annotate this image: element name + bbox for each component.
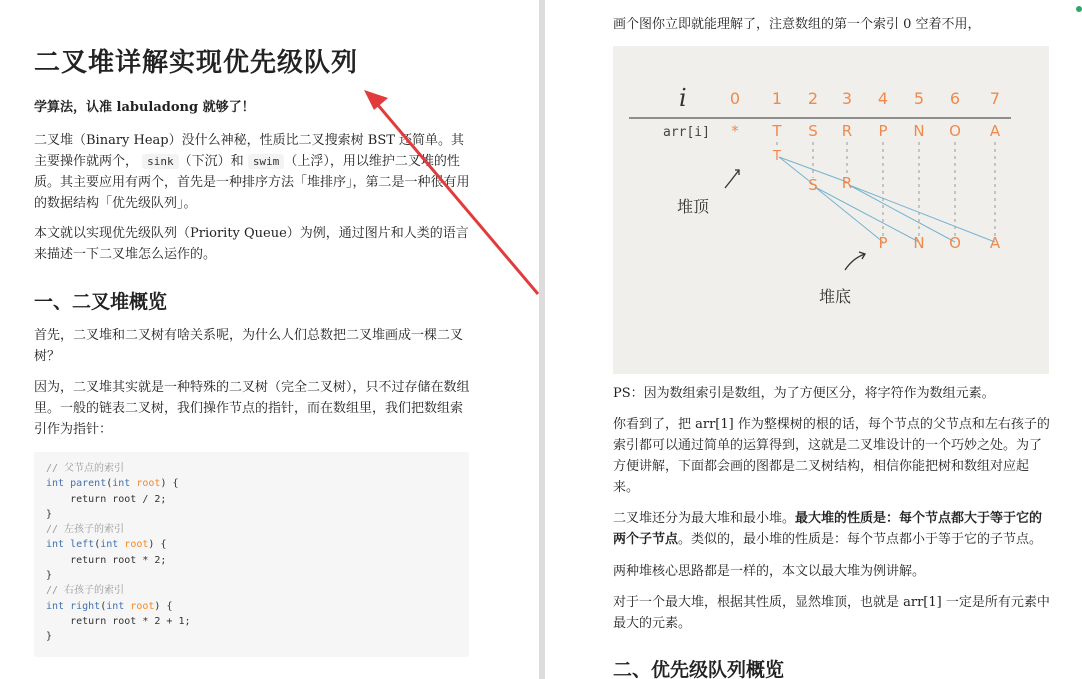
tree-node-6: O xyxy=(949,234,961,252)
paragraph-array-index: 因为，二叉堆其实就是一种特殊的二叉树（完全二叉树），只不过存储在数组里。一般的链表二叉树，我们操作节点的指针，而在数组里，我们把数组索引作为指针： xyxy=(34,380,470,437)
code-block: // 父节点的索引 int parent(int root) { return root / 2; } // 左孩子的索引 int left(int root) { return root * 2; } // 右孩子的索引 int right(int root) { return root * 2 + 1; } xyxy=(34,452,469,657)
article-title: 二叉堆详解实现优先级队列 xyxy=(34,48,359,78)
index-2: 2 xyxy=(807,89,819,108)
tree-node-5: N xyxy=(913,234,925,252)
left-page xyxy=(0,0,539,679)
annotation-arrow xyxy=(360,88,539,298)
array-label: arr[i] xyxy=(663,125,710,140)
tagline: 学算法，认准 labuladong 就够了！ xyxy=(34,100,255,115)
index-1: 1 xyxy=(771,89,783,108)
tree-node-2: S xyxy=(808,176,818,194)
index-6: 6 xyxy=(949,89,961,108)
paragraph-arr1-root: 你看到了，把 arr[1] 作为整棵树的根的话，每个节点的父节点和左右孩子的索引都可以通过简单的运算得到，这就是二叉堆设计的一个巧妙之处。为了方便讲解，下面都会画的图都是二叉树结构，相信你能把树和数组对应起来。 xyxy=(613,417,1050,495)
paragraph-core-idea: 两种堆核心思路都是一样的，本文以最大堆为例讲解。 xyxy=(613,564,926,579)
right-page xyxy=(545,0,1082,679)
max-heap-property: 最大堆的性质是：每个节点都大于等于它的两个子节点 xyxy=(613,511,1043,547)
array-value-2: S xyxy=(808,122,818,140)
index-3: 3 xyxy=(841,89,853,108)
array-value-0: * xyxy=(731,122,739,140)
paragraph-heap-tree: 首先，二叉堆和二叉树有啥关系呢，为什么人们总数把二叉堆画成一棵二叉树？ xyxy=(34,328,464,364)
heap-bottom-note: 堆底 xyxy=(819,287,852,306)
tree-node-7: A xyxy=(989,234,1001,252)
ps-note: PS：因为数组索引是数组，为了方便区分，将字符作为数组元素。 xyxy=(613,386,995,401)
paragraph-figure-intro: 画个图你立即就能理解了，注意数组的第一个索引 0 空着不用， xyxy=(613,17,981,32)
array-value-6: O xyxy=(949,122,961,140)
heap-array-figure xyxy=(613,46,1049,374)
tree-node-4: P xyxy=(878,234,888,252)
paragraph-priority-queue: 本文就以实现优先级队列（Priority Queue）为例，通过图片和人类的语言来描述一下二叉堆怎么运作的。 xyxy=(34,226,469,262)
swim-code: swim xyxy=(248,154,285,169)
section-heading-2: 二、优先级队列概览 xyxy=(613,659,785,679)
index-5: 5 xyxy=(913,89,925,108)
array-value-3: R xyxy=(841,122,853,140)
heap-top-note: 堆顶 xyxy=(677,197,710,216)
index-0: 0 xyxy=(729,89,741,108)
array-value-4: P xyxy=(878,122,888,140)
index-4: 4 xyxy=(877,89,889,108)
section-heading-1: 一、二叉堆概览 xyxy=(34,291,168,313)
index-7: 7 xyxy=(989,89,1001,108)
array-value-1: T xyxy=(772,122,782,140)
status-dot xyxy=(1076,6,1082,12)
sink-code: sink xyxy=(142,154,179,169)
tree-node-3: R xyxy=(841,174,853,192)
index-label: i xyxy=(679,84,687,112)
intro-paragraph: 二叉堆（Binary Heap）没什么神秘，性质比二叉搜索树 BST 还简单。其主要操作就两个， sink （下沉）和 swim （上浮），用以维护二叉堆的性质。其主要应用有两个，首先是一种排序方法「堆排序」，第二是一种很有用的数据结构「优先级队列」。 xyxy=(34,133,470,211)
array-value-5: N xyxy=(913,122,925,140)
paragraph-max-heap-top: 对于一个最大堆，根据其性质，显然堆顶，也就是 arr[1] 一定是所有元素中最大的元素。 xyxy=(613,595,1050,631)
array-value-7: A xyxy=(989,122,1001,140)
tree-node-1: T xyxy=(773,149,781,164)
paragraph-max-min-heap: 二叉堆还分为最大堆和最小堆。最大堆的性质是：每个节点都大于等于它的两个子节点。类似的，最小堆的性质是：每个节点都小于等于它的子节点。 xyxy=(613,511,1043,547)
tree-edge-2-4 xyxy=(815,187,883,242)
